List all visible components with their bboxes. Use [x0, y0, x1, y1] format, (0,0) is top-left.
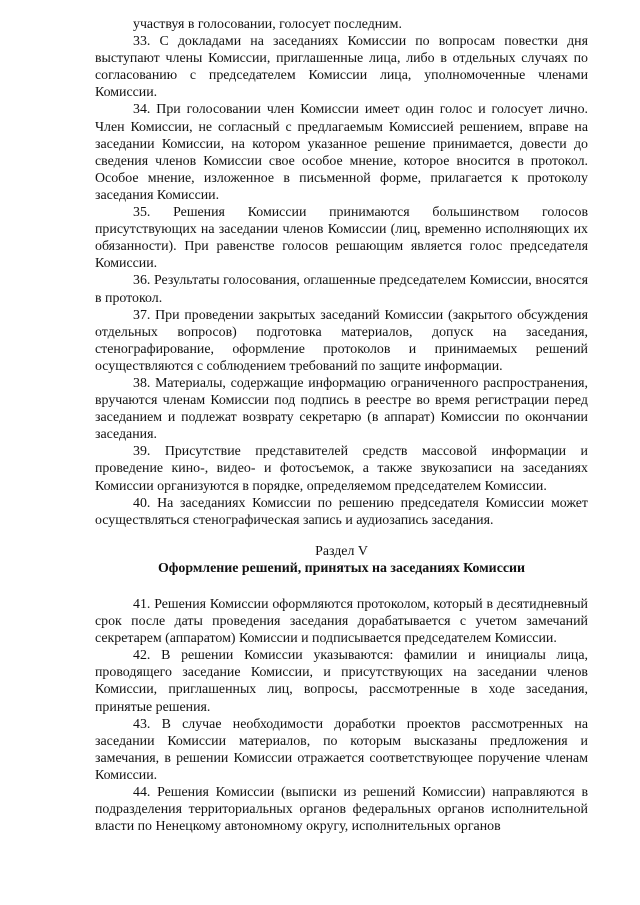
text-block-top [95, 16, 588, 529]
paragraph-37: 37. При проведении закрытых заседаний Комиссии (закрытого обсуждения отдельных вопросов) подготовка материалов, допуск на заседания, стенографирование, оформление протоколов и принимаемых решений осуществляются с соблюдением требований по защите информации. [95, 307, 588, 374]
paragraph-34: 34. При голосовании член Комиссии имеет один голос и голосует лично. Член Комиссии, не согласный с предлагаемым Комиссией решением, вправе на заседании Комиссии, на котором указанное решение принимается, довести до сведения членов Комиссии свое особое мнение, которое вносится в протокол. Особое мнение, изложенное в письменной форме, прилагается к протоколу заседания Комиссии. [95, 102, 588, 203]
section-heading [95, 543, 588, 577]
paragraph-42: 42. В решении Комиссии указываются: фамилии и инициалы лица, проводящего заседание Комиссии, и присутствующих на заседании членов Комиссии, приглашенных лиц, вопросы, рассмотренные в ходе заседания, принятые решения. [95, 648, 588, 715]
paragraph-40: 40. На заседаниях Комиссии по решению председателя Комиссии может осуществляться стенографическая запись и аудиозапись заседания. [95, 495, 588, 528]
section-label: Раздел V [315, 544, 368, 559]
paragraph-36: 36. Результаты голосования, оглашенные председателем Комиссии, вносятся в протокол. [95, 273, 588, 306]
paragraph-39: 39. Присутствие представителей средств массовой информации и проведение кино-, видео- и фотосъемок, а также звукозаписи на заседаниях Комиссии организуются в порядке, определяемом председателем Комиссии. [95, 444, 588, 494]
paragraph-33: 33. С докладами на заседаниях Комиссии по вопросам повестки дня выступают члены Комиссии, приглашенные лица, либо в отдельных случаях по согласованию с председателем Комиссии лица, уполномоченные членами Комиссии. [95, 34, 588, 101]
section-title: Оформление решений, принятых на заседаниях Комиссии [157, 561, 526, 577]
paragraph-44: 44. Решения Комиссии (выписки из решений Комиссии) направляются в подразделения территориальных органов федеральных органов исполнительной власти по Ненецкому автономному округу, исполнительных органов [95, 785, 588, 835]
paragraph-35: 35. Решения Комиссии принимаются большинством голосов присутствующих на заседании членов Комиссии (лиц, временно исполняющих их обязанности). При равенстве голосов решающим является голос председателя Комиссии. [95, 205, 588, 272]
paragraph-38: 38. Материалы, содержащие информацию ограниченного распространения, вручаются членам Комиссии под подпись в реестре во время регистрации перед заседанием и подлежат возврату секретарю (в аппарат) Комиссии по окончании заседания. [95, 375, 588, 443]
paragraph-continuation: участвуя в голосовании, голосует последним. [133, 17, 402, 32]
text-block-bottom [95, 596, 588, 835]
paragraph-41: 41. Решения Комиссии оформляются протоколом, который в десятидневный срок после даты проведения заседания дорабатывается с учетом замечаний секретарем (аппаратом) Комиссии и подписывается председателем Комиссии. [95, 597, 588, 647]
paragraph-43: 43. В случае необходимости доработки проектов рассмотренных на заседании Комиссии материалов, по которым высказаны предложения и замечания, в решении Комиссии отражается соответствующее поручение членам Комиссии. [95, 716, 588, 783]
